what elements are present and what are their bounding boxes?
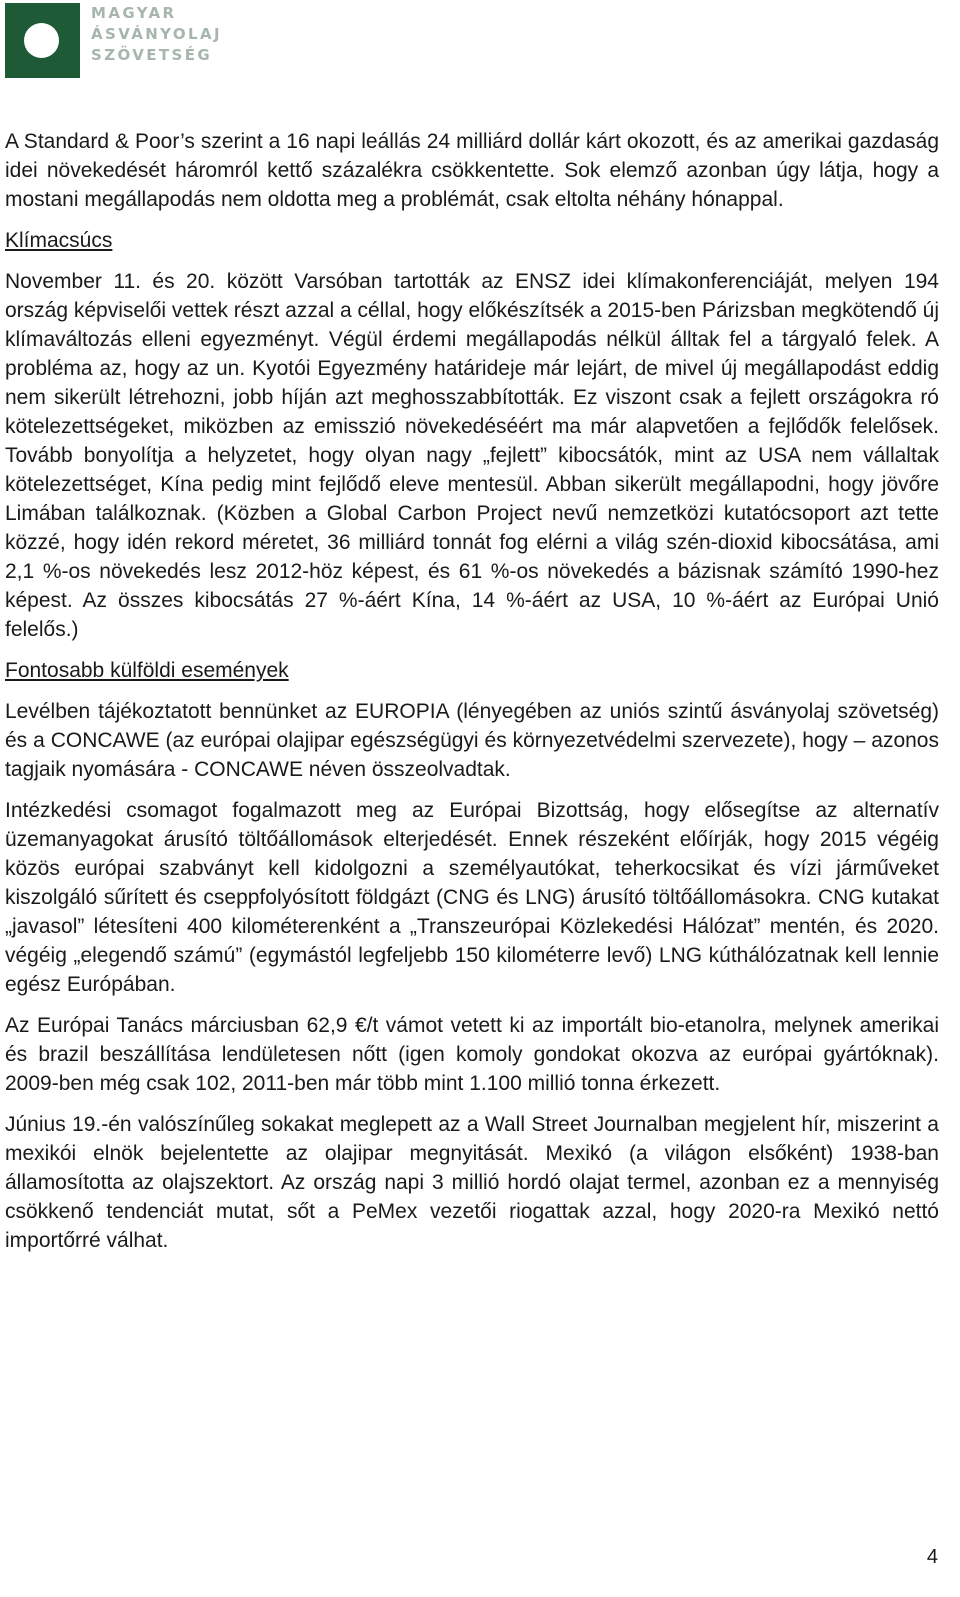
paragraph-bioethanol: Az Európai Tanács márciusban 62,9 €/t vámot vetett ki az importált bio-etanolra, melynek amerikai és brazil beszállítása lendületesen nőtt (igen komoly gondokat okozva az európai gyártóknak). 2009-ben még csak 102, 2011-ben már több mint 1.100 millió tonna érkezett.: [5, 1014, 939, 1095]
paragraph-alternative-fuels: Intézkedési csomagot fogalmazott meg az Európai Bizottság, hogy elősegítse az alternatív üzemanyagokat árusító töltőállomások elterjedését. Ennek részeként előírják, hogy 2015 végéig közös európai szabványt kell kidolgozni a személyautókat, teherkocsikat és vízi járműveket kiszolgáló sűrített és cseppfolyósított földgázt (CNG és LNG) árusító töltőállomásokra. CNG kutakat „javasol” létesíteni 400 kilométerenként a „Transzeurópai Közlekedési Hálózat” mentén, és 2020. végéig „elegendő számú” (egymástól legfeljebb 150 kilométerre levő) LNG kúthálózatnak kell lennie egész Európában.: [5, 799, 939, 996]
logo-line-2: ÁSVÁNYOLAJ: [91, 25, 222, 43]
paragraph-climate-summit: November 11. és 20. között Varsóban tartották az ENSZ idei klímakonferenciáját, melyen 194 ország képviselői vettek részt azzal a céllal, hogy előkészítsék a 2015-ben Párizsban megkötendő új klímaváltozás elleni egyezményt. Végül érdemi megállapodás nélkül álltak fel a tárgyaló felek. A probléma az, hogy az un. Kyotói Egyezmény határideje már lejárt, de mivel új megállapodást eddig nem sikerült létrehozni, jobb híján azt meghosszabbították. Ez viszont csak a fejlett országokra ró kötelezettségeket, miközben az emisszió növekedéséért ma már alapvetően a fejlődők felelősek. Tovább bonyolítja a helyzetet, hogy olyan nagy „fejlett” kibocsátók, mint az USA nem vállaltak kötelezettséget, Kína pedig mint fejlődő eleve mentesül. Abban sikerült megállapodni, hogy jövőre Limában találkoznak. (Közben a Global Carbon Project nevű nemzetközi kutatócsoport azt tette közzé, hogy idén rekord méretet, 36 milliárd tonnát fog elérni a világ szén-dioxid kibocsátása, ami 2,1 %-os növekedés lesz 2012-höz képest, és 61 %-os növekedés a bázisnak számító 1990-hez képest. Az összes kibocsátás 27 %-áért Kína, 14 %-áért az USA, 10 %-áért az Európai Unió felelős.): [5, 270, 939, 641]
logo-mark: [5, 3, 80, 78]
logo-line-1: MAGYAR: [91, 4, 177, 22]
document-body: [5, 127, 939, 1267]
heading-climate-summit: Klímacsúcs: [5, 229, 113, 252]
logo-dot: [24, 23, 59, 58]
heading-foreign-events: Fontosabb külföldi események: [5, 659, 289, 682]
paragraph-mexico: Június 19.-én valószínűleg sokakat meglepett az a Wall Street Journalban megjelent hír, miszerint a mexikói elnök bejelentette az olajipar megnyitását. Mexikó (a világon elsőként) 1938-ban államosította az olajszektort. Az ország napi 3 millió hordó olajat termel, azonban ez a mennyiség csökkenő tendenciát mutat, sőt a PeMex vezetői riogattak azzal, hogy 2020-ra Mexikó nettó importőrré válhat.: [5, 1113, 939, 1252]
logo: [5, 3, 222, 78]
logo-line-3: SZÖVETSÉG: [91, 46, 213, 64]
page-number: 4: [926, 1546, 938, 1568]
paragraph-shutdown: A Standard & Poor’s szerint a 16 napi leállás 24 milliárd dollár kárt okozott, és az amerikai gazdaság idei növekedését háromról kettő százalékra csökkentette. Sok elemző azonban úgy látja, hogy a mostani megállapodás nem oldotta meg a problémát, csak eltolta néhány hónappal.: [5, 130, 939, 211]
paragraph-europia-concawe: Levélben tájékoztatott bennünket az EUROPIA (lényegében az uniós szintű ásványolaj szövetség) és a CONCAWE (az európai olajipar egészségügyi és környezetvédelmi szervezete), hogy – azonos tagjaik nyomására - CONCAWE néven összeolvadtak.: [5, 700, 939, 781]
logo-wordmark: [91, 3, 222, 66]
